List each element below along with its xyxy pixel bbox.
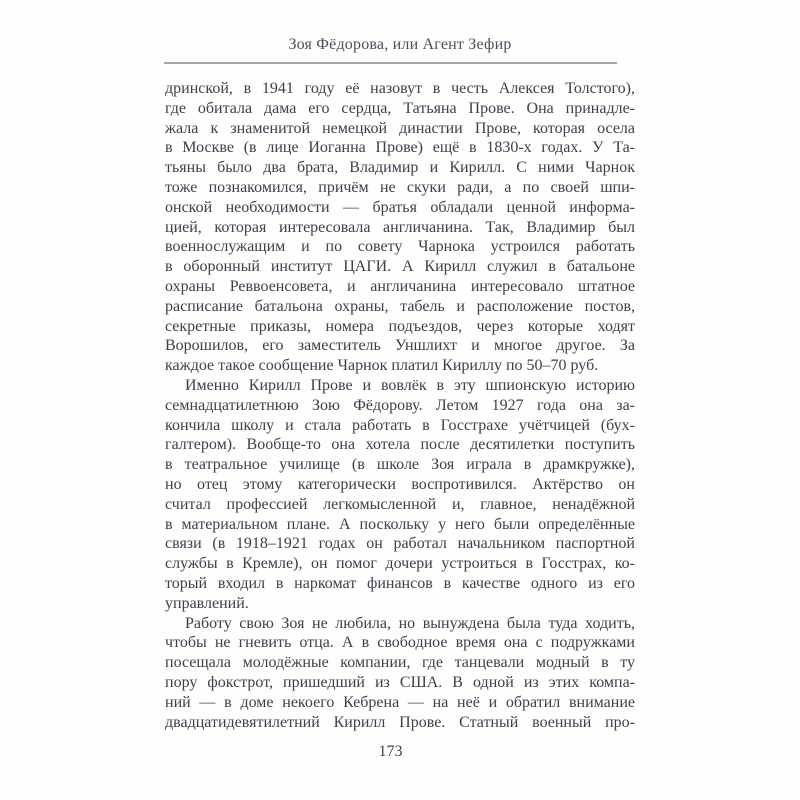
text-line: онской необходимости — братья обладали ценной информа-: [165, 198, 635, 216]
text-line: галтером). Вообще-то она хотела после десятилетки поступить: [165, 436, 635, 454]
text-line: Именно Кирилл Прове и вовлёк в эту шпионскую историю: [185, 376, 635, 394]
body-text: [165, 79, 635, 732]
text-line: двадцатидевятилетний Кирилл Прове. Статный военный про-: [165, 713, 635, 731]
text-line: но отец этому категорически воспротивился. Актёрство он: [165, 475, 635, 493]
text-line: тоже познакомился, причём не скуки ради, а по своей шпи-: [165, 178, 635, 196]
text-line: ний — в доме некоего Кебрена — на неё и обратил внимание: [165, 693, 635, 711]
text-line: в Москве (в лице Иоганна Прове) ещё в 1830-х годах. У Та-: [165, 139, 635, 157]
text-line: Работу свою Зоя не любила, но вынуждена была туда ходить,: [185, 614, 635, 632]
text-line: посещала молодёжные компании, где танцевали модный в ту: [165, 654, 635, 672]
text-line: связи (в 1918–1921 годах он работал начальником паспортной: [165, 535, 635, 553]
text-line: в материальном плане. А поскольку у него были определённые: [165, 515, 635, 533]
text-line: Ворошилов, его заместитель Уншлихт и многое другое. За: [165, 337, 635, 355]
text-line: военнослужащим и по совету Чарнока устроился работать: [165, 238, 635, 256]
text-line: дринской, в 1941 году её назовут в честь Алексея Толстого),: [165, 80, 635, 97]
text-line: считал профессией легкомысленной и, главное, ненадёжной: [165, 495, 635, 513]
text-line: цией, которая интересовала англичанина. Так, Владимир был: [165, 218, 635, 236]
page-number: 173: [378, 743, 403, 760]
text-line: службы в Кремле), он помог дочери устроиться в Госстрах, ко-: [165, 555, 635, 573]
paragraph: [165, 79, 635, 376]
text-line: в театральное училище (в школе Зоя играла в драмкружке),: [165, 456, 635, 474]
text-line: где обитала дама его сердца, Татьяна Прове. Она принадле-: [165, 99, 635, 117]
text-line: секретные приказы, номера подъездов, через которые ходят: [165, 317, 635, 335]
text-line: пору фокстрот, пришедший из США. В одной из этих компа-: [165, 673, 635, 691]
text-line: чтобы не гневить отца. А в свободное время она с подружками: [165, 634, 635, 652]
paragraph: [165, 376, 635, 614]
text-line: в оборонный институт ЦАГИ. А Кирилл служил в батальоне: [165, 258, 635, 276]
text-line: охраны Реввоенсовета, и англичанина интересовало штатное: [165, 277, 635, 295]
header-rule: [164, 62, 617, 64]
text-line: торый входил в наркомат финансов в качестве одного из его: [165, 574, 635, 592]
running-header: Зоя Фёдорова, или Агент Зефир: [288, 36, 512, 53]
paragraph: [165, 614, 635, 733]
text-line: каждое такое сообщение Чарнок платил Кириллу по 50–70 руб.: [165, 357, 599, 375]
text-line: управлений.: [165, 594, 249, 612]
text-line: расписание батальона охраны, табель и расположение постов,: [165, 297, 635, 315]
text-line: семнадцатилетнюю Зою Фёдорову. Летом 1927 года она за-: [165, 396, 635, 414]
text-line: тьяны было два брата, Владимир и Кирилл. С ними Чарнок: [165, 159, 635, 177]
text-line: жала к знаменитой немецкой династии Прове, которая осела: [165, 119, 635, 137]
text-line: кончила школу и стала работать в Госстрахе учётчицей (бух-: [165, 416, 635, 434]
